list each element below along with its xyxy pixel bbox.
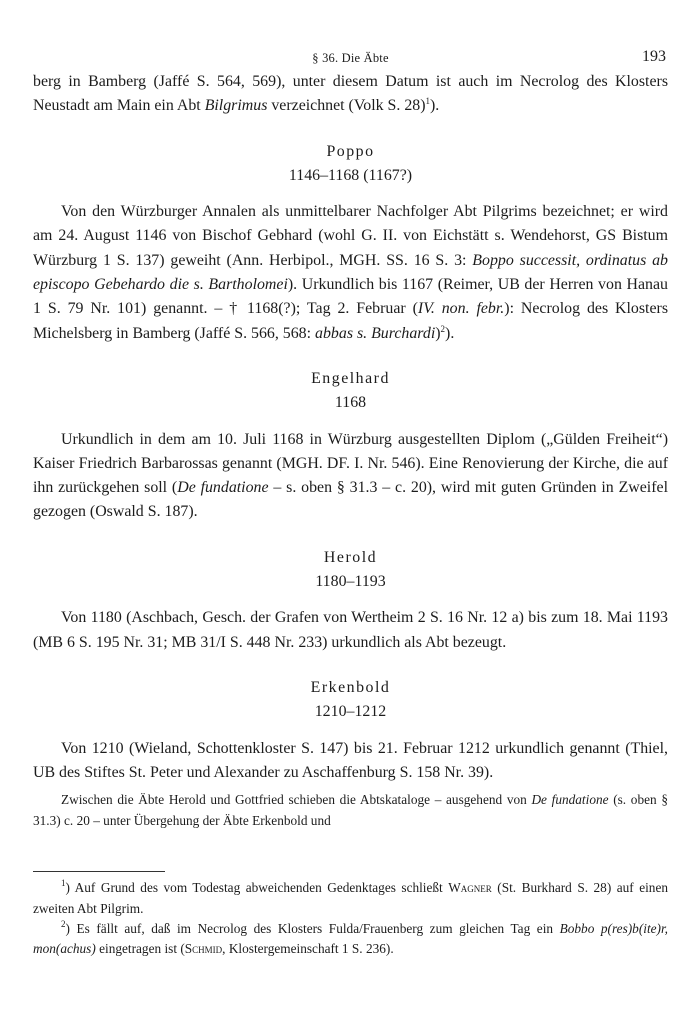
footnote-1: $^1$) Auf Grund des vom Todestag abweichenden Gedenktages schließt Wagner (St. Burkhard S. 28) auf einen zweiten Abt Pilgrim. [33,878,668,916]
abbot-heading-erkenbold [33,676,668,725]
italic-quote: Boppo successit, ordinatus ab episcopo Gebehardo die s. Bartholomei [33,251,669,294]
abbot-name: Erkenbold [310,678,391,696]
footnote-mark: 2 [61,918,66,929]
abbot-name: Herold [323,548,378,566]
footnote-divider [33,871,165,872]
italic-title: De fundatione [531,792,609,808]
paragraph-intro: berg in Bamberg (Jaffé S. 564, 569), unter diesem Datum ist auch im Necrolog des Klosters Neustadt am Main ein Abt Bilgrimus verzeichnet (Volk S. 28)$^1$). [33,73,668,115]
paragraph-erkenbold: Von 1210 (Wieland, Schottenkloster S. 147) bis 21. Februar 1212 urkundlich genannt (Thiel, UB des Stiftes St. Peter und Alexander zu Aschaffenburg S. 158 Nr. 39). [33,739,668,781]
running-header [33,0,668,70]
author-name: Schmid [184,941,223,957]
abbot-dates: 1146–1168 (1167?) [288,166,413,184]
abbot-heading-engelhard [33,367,668,416]
abbot-name: Poppo [326,142,375,160]
italic-quote: abbas s. Burchardi [315,324,436,342]
paragraph-note: Zwischen die Äbte Herold und Gottfried schieben die Abtskataloge – ausgehend von De fundatione (s. oben § 31.3) c. 20 – unter Übergehung der Äbte Erkenbold und [33,792,668,829]
abbot-dates: 1180–1193 [315,573,386,591]
footnote-2: $^2$) Es fällt auf, daß im Necrolog des Klosters Fulda/Frauenberg zum gleichen Tag ein Bobbo p(res)b(ite)r, mon(achus) eingetragen ist (Schmid, Klostergemeinschaft 1 S. 236). [33,918,668,957]
footnote-mark: 1 [61,878,66,889]
paragraph-poppo: Von den Würzburger Annalen als unmittelbarer Nachfolger Abt Pilgrims bezeichnet; er wird am 24. August 1146 von Bischof Gebhard (wohl G. II. von Eichstätt s. Wendehorst, GS Bistum Würzburg 1 S. 137) geweiht (Ann. Herbipol., MGH. SS. 16 S. 3: Boppo successit, ordinatus ab episcopo Gebehardo die s. Bartholomei). Urkundlich bis 1167 (Reimer, UB der Herren von Hanau 1 S. 79 Nr. 101) genannt. – † 1168(?); Tag 2. Februar (IV. non. febr.): Necrolog des Klosters Michelsberg in Bamberg (Jaffé S. 566, 568: abbas s. Burchardi)$^2$). [33,203,669,342]
page-number: 193 [642,48,666,65]
abbot-heading-poppo [33,140,668,189]
italic-term: Bilgrimus [204,97,268,115]
italic-title: De fundatione [177,479,269,497]
abbot-heading-herold [33,546,668,595]
document-page [33,0,668,960]
abbot-dates: 1210–1212 [314,703,387,721]
author-name: Wagner [448,880,492,896]
paragraph-engelhard: Urkundlich in dem am 10. Juli 1168 in Würzburg ausgestellten Diplom („Gülden Freiheit“) Kaiser Friedrich Barbarossas genannt (MGH. DF. I. Nr. 546). Eine Renovierung der Kirche, die auf ihn zurückgehen soll (De fundatione – s. oben § 31.3 – c. 20), wird mit guten Gründen in Zweifel gezogen (Oswald S. 187). [33,430,668,521]
abbot-name: Engelhard [311,369,390,387]
italic-quote: Bobbo p(res)b(ite)r, mon(achus) [33,920,668,957]
paragraph-herold: Von 1180 (Aschbach, Gesch. der Grafen von Wertheim 2 S. 16 Nr. 12 a) bis zum 18. Mai 1193 (MB 6 S. 195 Nr. 31; MB 31/I S. 448 Nr. 233) urkundlich als Abt bezeugt. [33,609,668,651]
abbot-dates: 1168 [334,394,367,412]
italic-date: IV. non. febr. [417,300,505,318]
footnote-ref[interactable]: 2 [440,323,446,334]
section-title: § 36. Die Äbte [312,51,389,65]
footnote-ref[interactable]: 1 [425,96,431,107]
